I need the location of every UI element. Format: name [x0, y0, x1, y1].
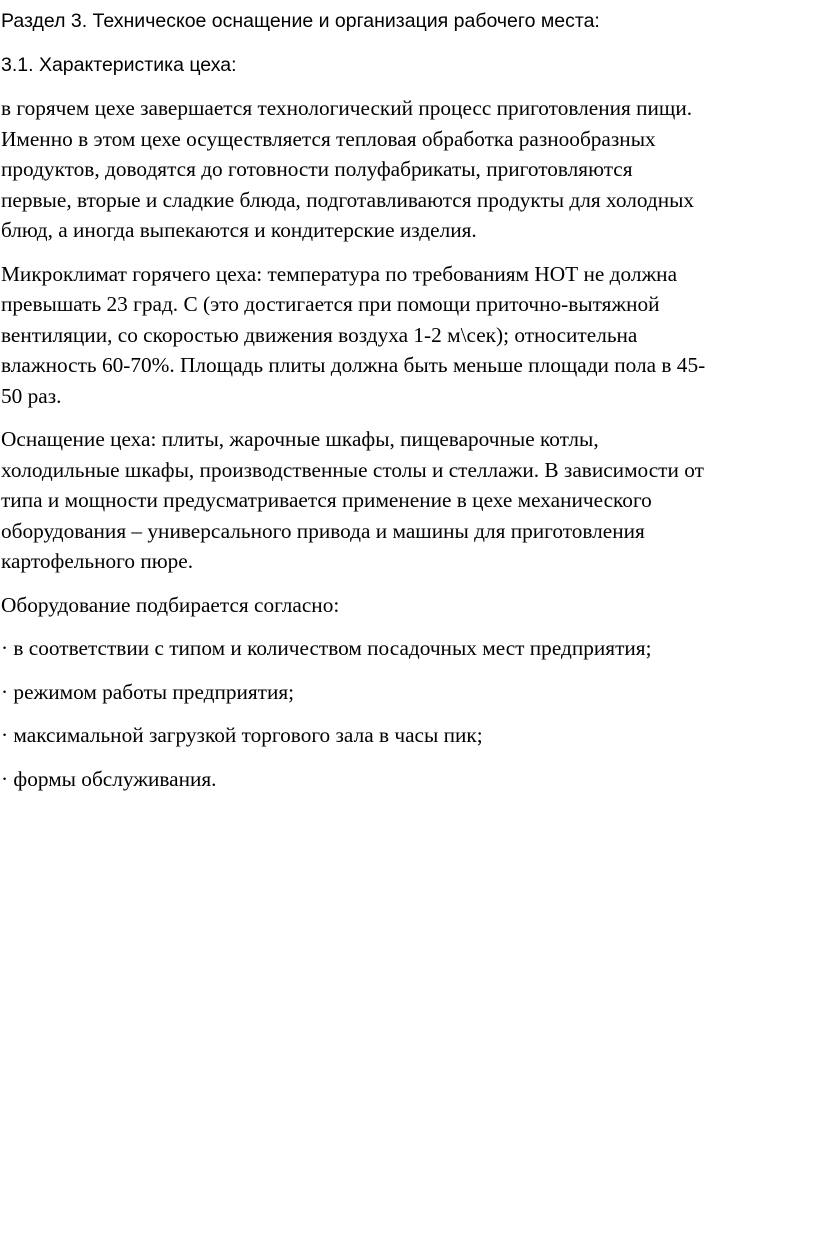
- paragraph-line: превышать 23 град. С (это достигается при помощи приточно-вытяжной: [1, 292, 660, 316]
- bullet-item: [1, 764, 816, 795]
- bullet-item-text: · максимальной загрузкой торгового зала в часы пик;: [1, 723, 483, 747]
- equipment-intro-text: Оборудование подбирается согласно:: [1, 592, 340, 617]
- subsection-heading: [1, 50, 816, 81]
- bullet-item: [1, 720, 816, 751]
- paragraph-microclimate: [1, 259, 816, 412]
- paragraph-line: 50 раз.: [1, 383, 62, 408]
- paragraph-line: Оснащение цеха: плиты, жарочные шкафы, пищеварочные котлы,: [1, 427, 599, 451]
- paragraph-line: продуктов, доводятся до готовности полуфабрикаты, приготовляются: [1, 157, 633, 181]
- section-heading: [1, 6, 816, 37]
- paragraph-line: первые, вторые и сладкие блюда, подготавливаются продукты для холодных: [1, 187, 695, 212]
- paragraph-line: блюд, а иногда выпекаются и кондитерские изделия.: [1, 218, 477, 242]
- bullet-item-text: · режимом работы предприятия;: [1, 679, 295, 704]
- paragraph-line: Микроклимат горячего цеха: температура по требованиям НОТ не должна: [1, 261, 678, 286]
- paragraph-equipment: [1, 424, 816, 577]
- paragraph-line: в горячем цехе завершается технологический процесс приготовления пищи.: [1, 96, 693, 120]
- subsection-heading-text: 3.1. Характеристика цеха:: [1, 53, 237, 76]
- paragraph-line: вентиляции, со скоростью движения воздуха 1-2 м\сек); относительна: [1, 322, 638, 347]
- paragraph-line: Именно в этом цехе осуществляется тепловая обработка разнообразных: [1, 126, 656, 151]
- paragraph-line: холодильные шкафы, производственные столы и стеллажи. В зависимости от: [1, 457, 704, 482]
- paragraph-line: оборудования – универсального привода и машины для приготовления: [1, 518, 645, 543]
- paragraph-line: влажность 60-70%. Площадь плиты должна быть меньше площади пола в 45-: [1, 353, 706, 377]
- paragraph-line: картофельного пюре.: [1, 549, 194, 573]
- paragraph-hot-shop-process: [1, 93, 816, 246]
- equipment-intro: [1, 590, 816, 621]
- paragraph-line: типа и мощности предусматривается применение в цехе механического: [1, 488, 652, 512]
- bullet-item-text: · формы обслуживания.: [1, 766, 217, 791]
- bullet-item: [1, 633, 816, 664]
- bullet-item: [1, 677, 816, 708]
- bullet-item-text: · в соответствии с типом и количеством посадочных мест предприятия;: [1, 636, 652, 660]
- section-heading-text: Раздел 3. Техническое оснащение и организация рабочего места:: [1, 10, 600, 32]
